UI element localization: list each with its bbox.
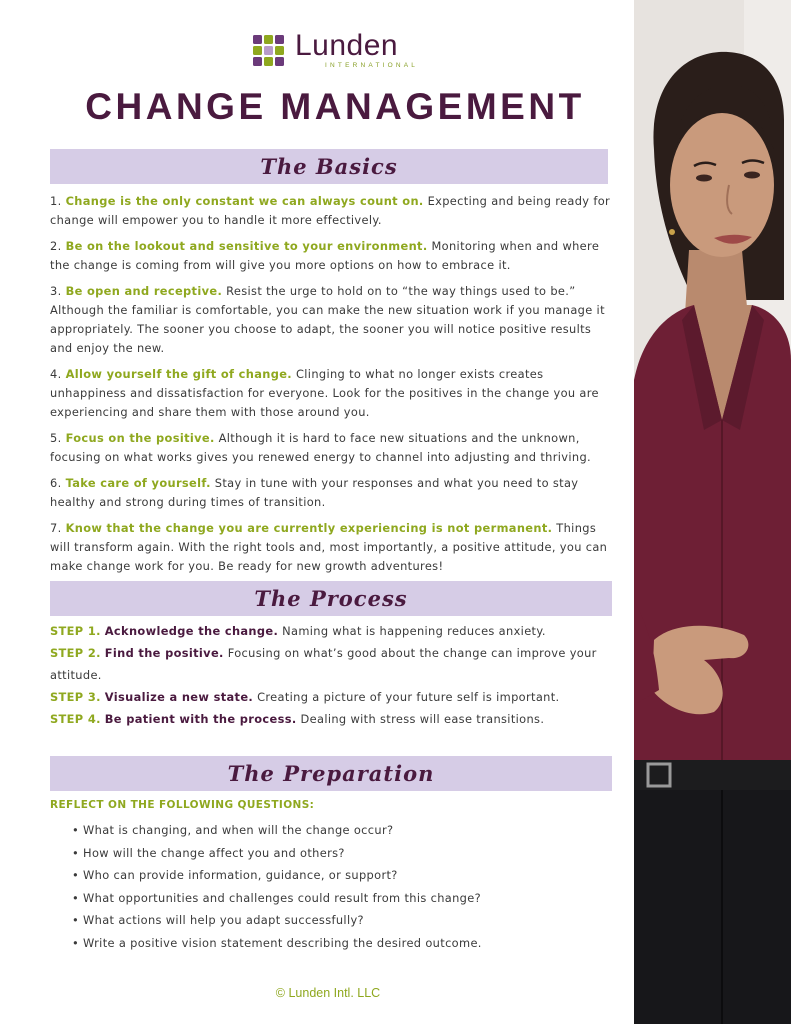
item-lead: Allow yourself the gift of change. bbox=[65, 367, 292, 381]
logo-subtitle: INTERNATIONAL bbox=[325, 62, 419, 69]
question-item: • Write a positive vision statement describing the desired outcome. bbox=[72, 932, 592, 955]
question-item: • What opportunities and challenges could result from this change? bbox=[72, 887, 592, 910]
item-lead: Be on the lookout and sensitive to your environment. bbox=[65, 239, 428, 253]
question-item: • How will the change affect you and others? bbox=[72, 842, 592, 865]
basics-item bbox=[50, 282, 615, 358]
item-lead: Take care of yourself. bbox=[65, 476, 211, 490]
item-number: 7. bbox=[50, 521, 62, 535]
item-text: Expecting and being ready for change will empower you to handle it more effectively. bbox=[50, 194, 611, 227]
photo-illustration bbox=[634, 0, 791, 1024]
item-number: 1. bbox=[50, 194, 62, 208]
basics-item bbox=[50, 429, 615, 467]
step-text: Creating a picture of your future self is important. bbox=[257, 690, 560, 704]
step-text: Dealing with stress will ease transitions. bbox=[300, 712, 545, 726]
basics-item bbox=[50, 192, 615, 230]
question-item: • What is changing, and when will the change occur? bbox=[72, 819, 592, 842]
basics-list bbox=[50, 192, 615, 583]
page-title: CHANGE MANAGEMENT bbox=[85, 86, 585, 127]
item-text: Stay in tune with your responses and what you need to stay healthy and strong during times of transition. bbox=[50, 476, 579, 509]
step-title: Be patient with the process. bbox=[104, 712, 297, 726]
item-lead: Know that the change you are currently experiencing is not permanent. bbox=[65, 521, 553, 535]
company-logo bbox=[251, 29, 419, 72]
question-item: • Who can provide information, guidance, or support? bbox=[72, 864, 592, 887]
basics-item bbox=[50, 519, 615, 576]
copyright-footer: © Lunden Intl. LLC bbox=[275, 986, 381, 1000]
process-step bbox=[50, 620, 625, 642]
logo-mark-icon bbox=[251, 33, 287, 69]
item-number: 2. bbox=[50, 239, 62, 253]
process-step bbox=[50, 686, 625, 708]
basics-item bbox=[50, 237, 615, 275]
step-label: STEP 2. bbox=[50, 646, 101, 660]
item-lead: Focus on the positive. bbox=[65, 431, 215, 445]
item-text: Clinging to what no longer exists creates unhappiness and dissatisfaction for everyone. Look for the positives in the change you are experiencing and share them with those around you. bbox=[50, 367, 599, 419]
item-text: Things will transform again. With the right tools and, most importantly, a positive attitude, you can make change work for you. Be ready for new growth adventures! bbox=[50, 521, 608, 573]
item-number: 6. bbox=[50, 476, 62, 490]
step-label: STEP 1. bbox=[50, 624, 101, 638]
basics-item bbox=[50, 474, 615, 512]
businesswoman-photo bbox=[634, 0, 791, 1024]
logo-wordmark: Lunden bbox=[295, 29, 399, 62]
section-heading-basics: The Basics bbox=[50, 149, 608, 184]
questions-intro: REFLECT ON THE FOLLOWING QUESTIONS: bbox=[50, 799, 315, 811]
step-title: Visualize a new state. bbox=[104, 690, 254, 704]
section-heading-process: The Process bbox=[50, 581, 612, 616]
process-step bbox=[50, 708, 625, 730]
process-step bbox=[50, 642, 625, 686]
item-text: Monitoring when and where the change is coming from will give you more options on how to embrace it. bbox=[50, 239, 600, 272]
item-number: 4. bbox=[50, 367, 62, 381]
step-label: STEP 4. bbox=[50, 712, 101, 726]
section-heading-preparation: The Preparation bbox=[50, 756, 612, 791]
item-text: Although it is hard to face new situations and the unknown, focusing on what works gives you renewed energy to channel into adjusting and thriving. bbox=[50, 431, 591, 464]
item-text: Resist the urge to hold on to “the way things used to be.” Although the familiar is comfortable, you can make the new situation work if you manage it appropriately. The sooner you choose to adapt, the sooner you will notice positive results and enjoy the new. bbox=[50, 284, 605, 355]
step-title: Find the positive. bbox=[104, 646, 224, 660]
process-steps bbox=[50, 620, 625, 730]
step-text: Naming what is happening reduces anxiety. bbox=[282, 624, 546, 638]
step-title: Acknowledge the change. bbox=[104, 624, 279, 638]
item-number: 3. bbox=[50, 284, 62, 298]
step-label: STEP 3. bbox=[50, 690, 101, 704]
item-number: 5. bbox=[50, 431, 62, 445]
basics-item bbox=[50, 365, 615, 422]
question-item: • What actions will help you adapt successfully? bbox=[72, 909, 592, 932]
item-lead: Be open and receptive. bbox=[65, 284, 223, 298]
step-text: Focusing on what’s good about the change can improve your attitude. bbox=[50, 646, 597, 682]
item-lead: Change is the only constant we can always count on. bbox=[65, 194, 424, 208]
questions-list bbox=[72, 819, 592, 955]
